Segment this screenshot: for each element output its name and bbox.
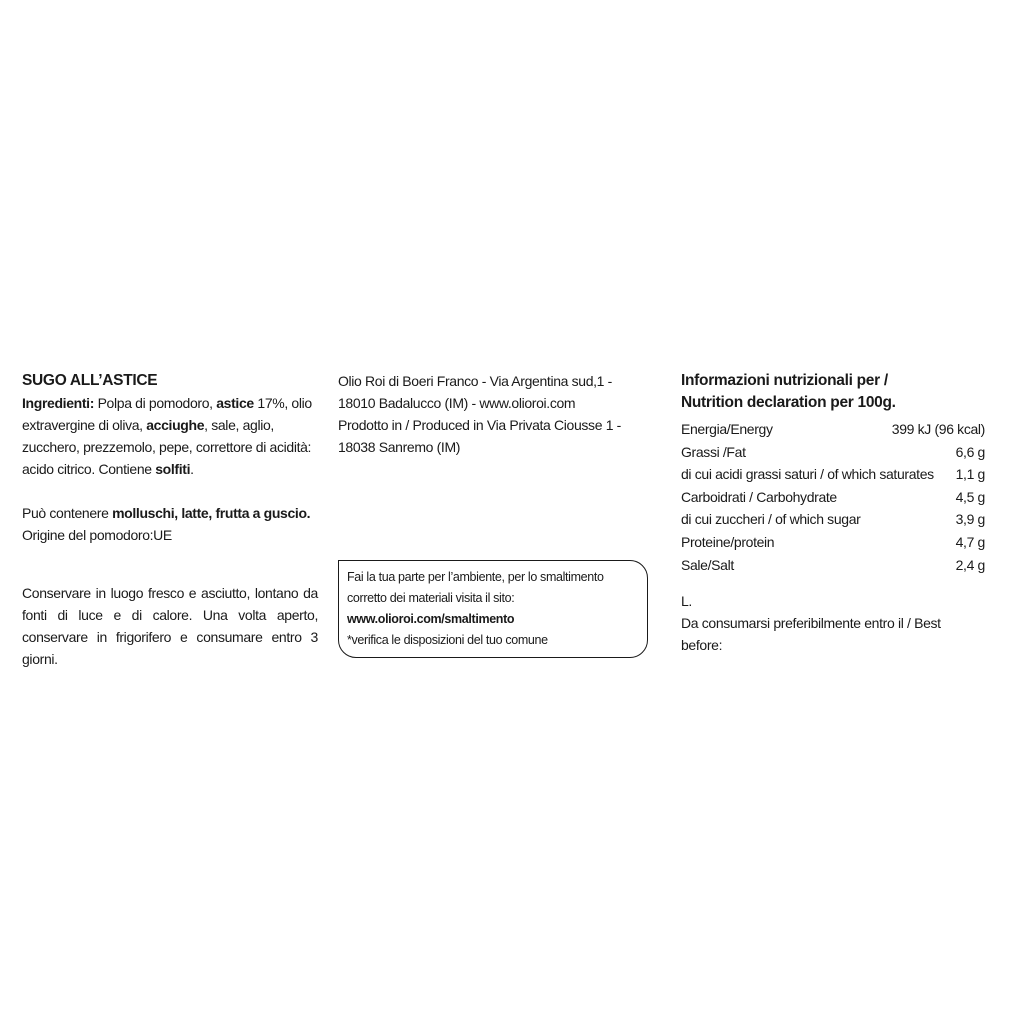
nutrient-value: 4,7 g <box>955 533 985 550</box>
nutrient-label: Proteine/protein <box>681 533 775 550</box>
allergen-lobster: astice <box>216 395 254 411</box>
nutrition-title-en: Nutrition declaration per 100g. <box>681 394 896 411</box>
disposal-info-box <box>338 560 648 658</box>
may-contain-allergens: molluschi, latte, frutta a guscio. <box>112 505 311 521</box>
allergen-sulphites: solfiti <box>155 461 191 477</box>
nutrition-row <box>681 508 985 531</box>
nutrient-label: Sale/Salt <box>681 556 734 573</box>
nutrition-title-it: Informazioni nutrizionali per / <box>681 372 888 389</box>
nutrition-table <box>681 418 985 576</box>
product-info-column <box>22 370 318 670</box>
production-site: Prodotto in / Produced in Via Privata Ciousse 1 - 18038 Sanremo (IM) <box>338 417 621 455</box>
nutrient-value: 2,4 g <box>955 556 985 573</box>
nutrient-value: 4,5 g <box>955 488 985 505</box>
disposal-url[interactable]: www.olioroi.com/smaltimento <box>347 612 515 626</box>
nutrient-label: Grassi /Fat <box>681 443 746 460</box>
lot-number: L. <box>681 593 692 610</box>
nutrient-value: 3,9 g <box>955 511 985 528</box>
nutrition-row <box>681 531 985 554</box>
disposal-text: Fai la tua parte per l’ambiente, per lo smaltimento corretto dei materiali visita il sito: <box>347 570 604 605</box>
nutrient-label: di cui zuccheri / of which sugar <box>681 511 861 528</box>
producer-address: Olio Roi di Boeri Franco - Via Argentina sud,1 - 18010 Badalucco (IM) - www.olioroi.com <box>338 373 612 411</box>
nutrient-label: Carboidrati / Carbohydrate <box>681 488 837 505</box>
nutrition-column <box>681 370 985 656</box>
nutrient-value: 6,6 g <box>955 443 985 460</box>
product-title: SUGO ALL’ASTICE <box>22 372 158 389</box>
may-contain-text: Può contenere <box>22 505 113 521</box>
nutrition-row <box>681 463 985 486</box>
ingredients-text: 17%, olio extravergine di oliva, <box>22 395 312 433</box>
nutrition-row <box>681 554 985 577</box>
ingredients-label: Ingredienti: <box>22 395 95 411</box>
nutrition-row <box>681 418 985 441</box>
disposal-note: *verifica le disposizioni del tuo comune <box>347 633 548 647</box>
nutrient-value: 1,1 g <box>955 466 985 483</box>
nutrition-row <box>681 441 985 464</box>
tomato-origin: Origine del pomodoro:UE <box>22 527 172 543</box>
storage-instructions: Conservare in luogo fresco e asciutto, lontano da fonti di luce e di calore. Una volta aperto, conservare in frigorifero e consumare entro 3 giorni. <box>22 585 318 667</box>
nutrient-value: 399 kJ (96 kcal) <box>891 421 985 437</box>
nutrient-label: Energia/Energy <box>681 421 773 437</box>
may-contain-statement <box>22 502 318 524</box>
ingredients-text: . <box>190 461 194 477</box>
ingredients-text: Polpa di pomodoro, <box>94 395 217 411</box>
ingredients-text: , sale, aglio, zucchero, prezzemolo, pepe, correttore di acidità: acido citrico. Contiene <box>22 417 312 477</box>
allergen-anchovies: acciughe <box>146 417 205 433</box>
best-before: Da consumarsi preferibilmente entro il / Best before: <box>681 615 941 654</box>
ingredients-list <box>22 392 318 480</box>
producer-column <box>338 370 644 458</box>
nutrient-label: di cui acidi grassi saturi / of which saturates <box>681 466 934 483</box>
nutrition-row <box>681 486 985 509</box>
